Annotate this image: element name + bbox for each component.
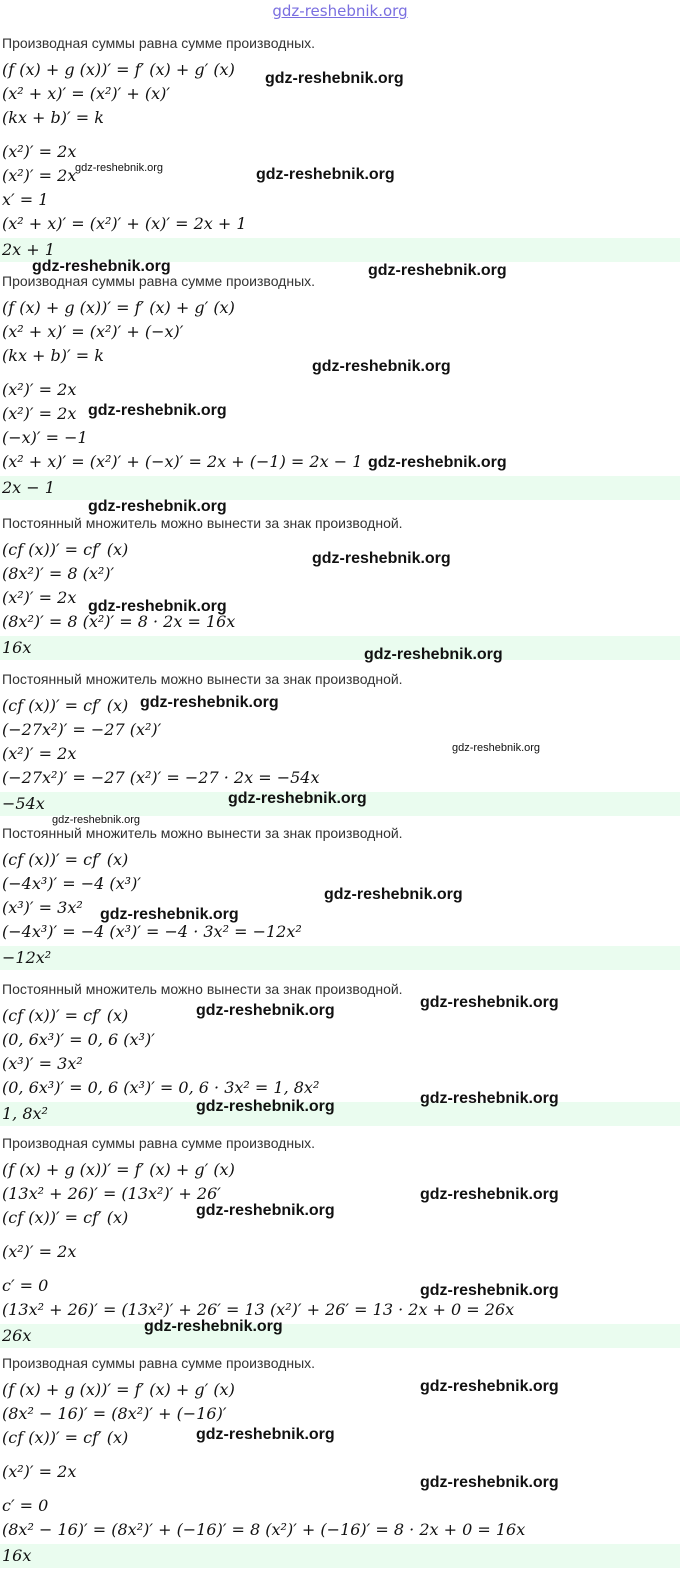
- answer-band: 2x + 1: [0, 238, 680, 262]
- math-line: (−27x²)′ = −27 (x²)′: [2, 720, 162, 739]
- math-line: (x²)′ = 2x: [2, 1242, 77, 1261]
- math-line: (x² + x)′ = (x²)′ + (−x)′ = 2x + (−1) = 2x − 1: [2, 452, 363, 471]
- math-line: (x²)′ = 2x: [2, 744, 77, 763]
- watermark-text: gdz-reshebnik.org: [256, 166, 395, 183]
- math-line: (x²)′ = 2x: [2, 404, 77, 423]
- math-line: (f (x) + g (x))′ = f′ (x) + g′ (x): [2, 1380, 235, 1399]
- math-line: (8x² − 16)′ = (8x²)′ + (−16)′ = 8 (x²)′ + (−16)′ = 8 · 2x + 0 = 16x: [2, 1520, 526, 1539]
- math-line: (kx + b)′ = k: [2, 108, 104, 127]
- math-line: (8x²)′ = 8 (x²)′: [2, 564, 115, 583]
- math-line: (cf (x))′ = cf′ (x): [2, 1208, 129, 1227]
- watermark-text: gdz-reshebnik.org: [100, 906, 239, 923]
- math-line: (cf (x))′ = cf′ (x): [2, 850, 129, 869]
- answer-band: 16x: [0, 1544, 680, 1568]
- math-line: (x²)′ = 2x: [2, 166, 77, 185]
- math-line: (x²)′ = 2x: [2, 588, 77, 607]
- math-line: (0, 6x³)′ = 0, 6 (x³)′: [2, 1030, 155, 1049]
- block-intro: Постоянный множитель можно вынести за знак производной.: [2, 515, 403, 531]
- math-line: (cf (x))′ = cf′ (x): [2, 1006, 129, 1025]
- watermark-text: gdz-reshebnik.org: [420, 1090, 559, 1107]
- math-line: (x³)′ = 3x²: [2, 898, 83, 917]
- block-intro: Производная суммы равна сумме производных.: [2, 1355, 316, 1371]
- answer-band: 2x − 1: [0, 476, 680, 500]
- answer-band: 16x: [0, 636, 680, 660]
- math-line: x′ = 1: [2, 190, 49, 209]
- watermark-text: gdz-reshebnik.org: [324, 886, 463, 903]
- block-intro: Производная суммы равна сумме производных.: [2, 273, 316, 289]
- watermark-text: gdz-reshebnik.org: [196, 1202, 335, 1219]
- watermark-text: gdz-reshebnik.org: [52, 814, 141, 826]
- math-line: (−4x³)′ = −4 (x³)′ = −4 · 3x² = −12x²: [2, 922, 302, 941]
- answer-band: −54x: [0, 792, 680, 816]
- watermark-text: gdz-reshebnik.org: [368, 454, 507, 471]
- site-header-link[interactable]: gdz-reshebnik.org: [272, 2, 408, 20]
- block-intro: Постоянный множитель можно вынести за знак производной.: [2, 671, 403, 687]
- math-line: (x² + x)′ = (x²)′ + (x)′ = 2x + 1: [2, 214, 247, 233]
- watermark-text: gdz-reshebnik.org: [312, 358, 451, 375]
- watermark-text: gdz-reshebnik.org: [312, 550, 451, 567]
- watermark-text: gdz-reshebnik.org: [452, 742, 541, 754]
- math-line: (13x² + 26)′ = (13x²)′ + 26′ = 13 (x²)′ + 26′ = 13 · 2x + 0 = 26x: [2, 1300, 515, 1319]
- math-line: (x³)′ = 3x²: [2, 1054, 83, 1073]
- math-line: (x²)′ = 2x: [2, 1462, 77, 1481]
- math-line: (cf (x))′ = cf′ (x): [2, 540, 129, 559]
- math-line: (−x)′ = −1: [2, 428, 88, 447]
- answer-band: −12x²: [0, 946, 680, 970]
- math-line: c′ = 0: [2, 1496, 49, 1515]
- math-line: (f (x) + g (x))′ = f′ (x) + g′ (x): [2, 1160, 235, 1179]
- watermark-text: gdz-reshebnik.org: [420, 1282, 559, 1299]
- watermark-text: gdz-reshebnik.org: [88, 402, 227, 419]
- watermark-text: gdz-reshebnik.org: [196, 1098, 335, 1115]
- watermark-text: gdz-reshebnik.org: [420, 1378, 559, 1395]
- watermark-text: gdz-reshebnik.org: [228, 790, 367, 807]
- watermark-text: gdz-reshebnik.org: [364, 646, 503, 663]
- watermark-text: gdz-reshebnik.org: [420, 994, 559, 1011]
- watermark-text: gdz-reshebnik.org: [88, 598, 227, 615]
- watermark-text: gdz-reshebnik.org: [420, 1474, 559, 1491]
- watermark-text: gdz-reshebnik.org: [196, 1426, 335, 1443]
- math-line: (x² + x)′ = (x²)′ + (−x)′: [2, 322, 184, 341]
- block-intro: Постоянный множитель можно вынести за знак производной.: [2, 825, 403, 841]
- math-line: (8x² − 16)′ = (8x²)′ + (−16)′: [2, 1404, 227, 1423]
- answer-band: 26x: [0, 1324, 680, 1348]
- math-line: (cf (x))′ = cf′ (x): [2, 696, 129, 715]
- math-line: (x²)′ = 2x: [2, 142, 77, 161]
- math-line: (kx + b)′ = k: [2, 346, 104, 365]
- answer-band: 1, 8x²: [0, 1102, 680, 1126]
- watermark-text: gdz-reshebnik.org: [265, 70, 404, 87]
- watermark-text: gdz-reshebnik.org: [196, 1002, 335, 1019]
- block-intro: Постоянный множитель можно вынести за знак производной.: [2, 981, 403, 997]
- math-line: (f (x) + g (x))′ = f′ (x) + g′ (x): [2, 60, 235, 79]
- block-intro: Производная суммы равна сумме производных.: [2, 1135, 316, 1151]
- watermark-text: gdz-reshebnik.org: [140, 694, 279, 711]
- watermark-text: gdz-reshebnik.org: [88, 498, 227, 515]
- math-line: (−27x²)′ = −27 (x²)′ = −27 · 2x = −54x: [2, 768, 320, 787]
- watermark-text: gdz-reshebnik.org: [75, 162, 164, 174]
- math-line: (−4x³)′ = −4 (x³)′: [2, 874, 141, 893]
- math-line: (8x²)′ = 8 (x²)′ = 8 · 2x = 16x: [2, 612, 236, 631]
- math-line: (cf (x))′ = cf′ (x): [2, 1428, 129, 1447]
- math-line: (0, 6x³)′ = 0, 6 (x³)′ = 0, 6 · 3x² = 1, 8x²: [2, 1078, 320, 1097]
- math-line: c′ = 0: [2, 1276, 49, 1295]
- watermark-text: gdz-reshebnik.org: [32, 258, 171, 275]
- math-line: (x²)′ = 2x: [2, 380, 77, 399]
- watermark-text: gdz-reshebnik.org: [368, 262, 507, 279]
- block-intro: Производная суммы равна сумме производных.: [2, 35, 316, 51]
- watermark-text: gdz-reshebnik.org: [420, 1186, 559, 1203]
- math-line: (13x² + 26)′ = (13x²)′ + 26′: [2, 1184, 221, 1203]
- math-line: (f (x) + g (x))′ = f′ (x) + g′ (x): [2, 298, 235, 317]
- watermark-text: gdz-reshebnik.org: [144, 1318, 283, 1335]
- math-line: (x² + x)′ = (x²)′ + (x)′: [2, 84, 171, 103]
